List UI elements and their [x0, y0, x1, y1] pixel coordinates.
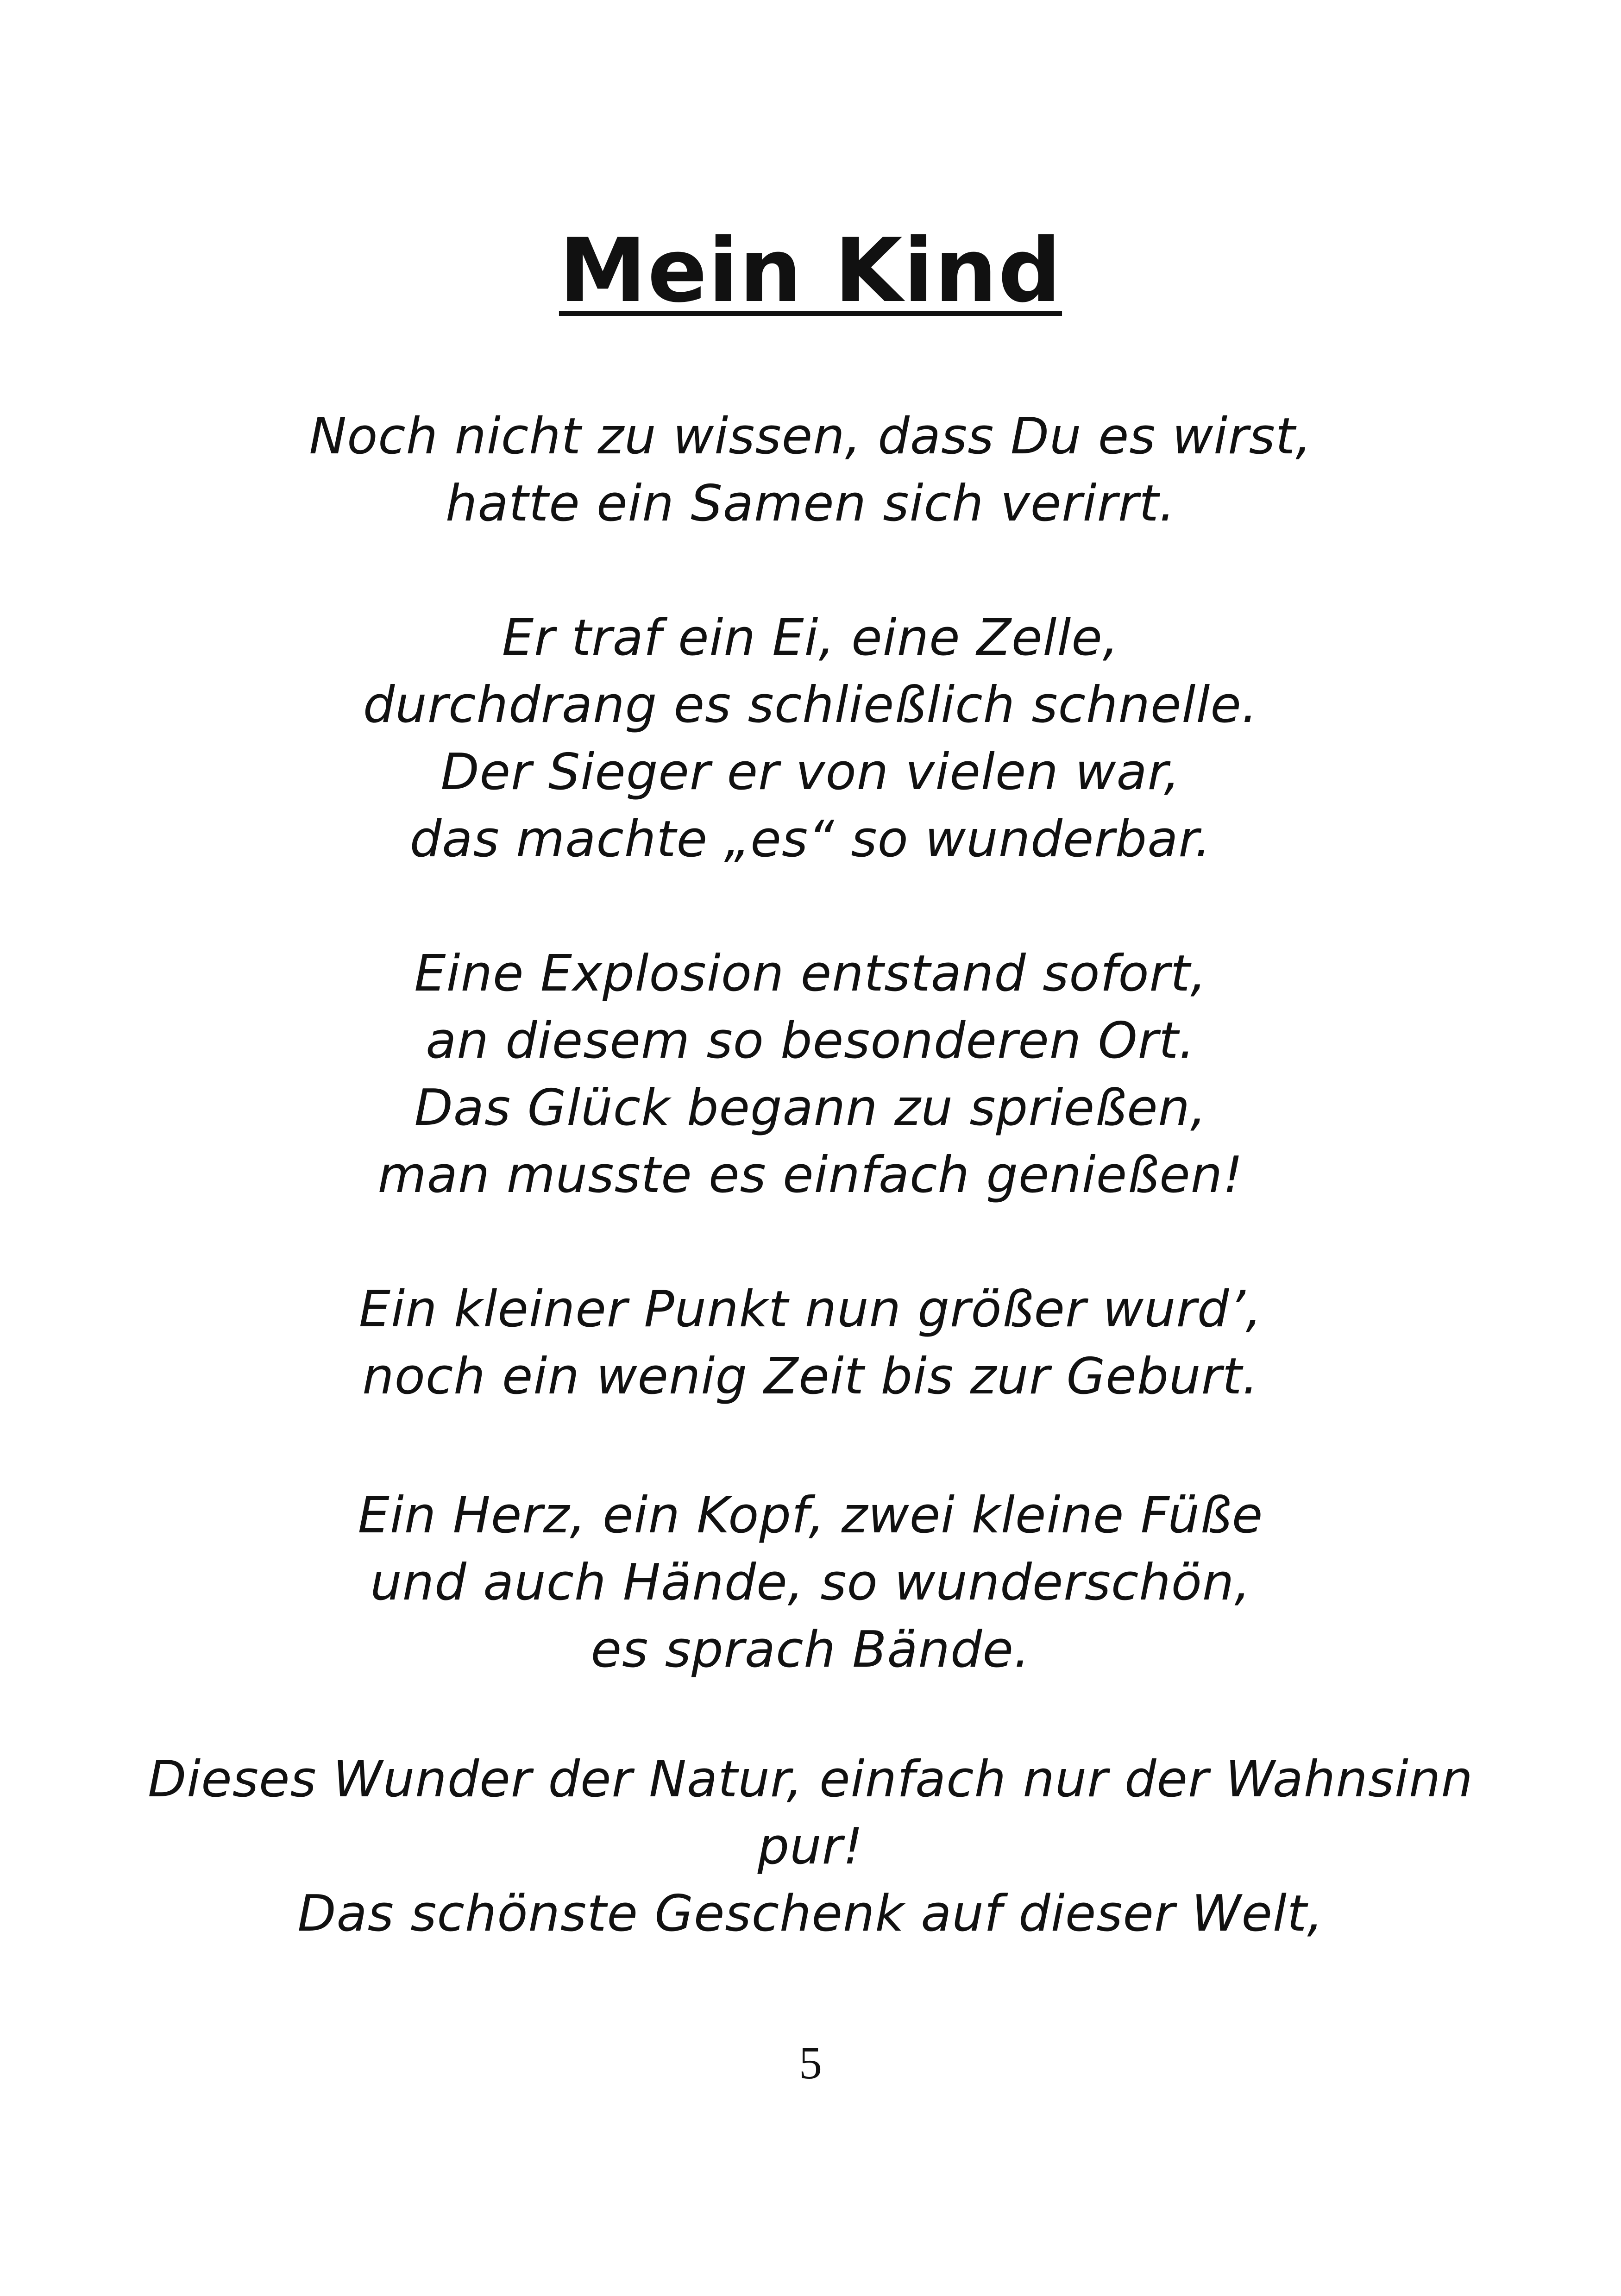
poem-line: hatte ein Samen sich verirrt. [445, 475, 1176, 533]
stanza-1 [0, 403, 1621, 537]
stanza-4 [0, 1276, 1621, 1410]
poem-line: Das Glück begann zu sprießen, [414, 1079, 1207, 1137]
poem-line: Ein Herz, ein Kopf, zwei kleine Füße [358, 1487, 1263, 1544]
poem-line: noch ein wenig Zeit bis zur Geburt. [362, 1348, 1259, 1405]
poem-line: und auch Hände, so wunderschön, [370, 1554, 1251, 1612]
poem-line: durchdrang es schließlich schnelle. [363, 676, 1258, 734]
poem-title: Mein Kind [559, 220, 1062, 322]
poem-line: Ein kleiner Punkt nun größer wurd’, [358, 1280, 1263, 1338]
poem-line: Der Sieger er von vielen war, [440, 743, 1181, 801]
stanza-2 [0, 604, 1621, 873]
stanza-6 [0, 1746, 1621, 1947]
poem-line: Noch nicht zu wissen, dass Du es wirst, [309, 408, 1312, 465]
poem-line: das machte „es“ so wunderbar. [409, 810, 1212, 868]
poem-line: Das schönste Geschenk auf dieser Welt, [297, 1885, 1324, 1943]
poem-line: an diesem so besonderen Ort. [426, 1012, 1195, 1070]
poem-line: Er traf ein Ei, eine Zelle, [502, 609, 1119, 667]
poem-line: Eine Explosion entstand sofort, [414, 945, 1207, 1003]
poem-line: pur! [757, 1818, 864, 1876]
stanza-3 [0, 940, 1621, 1209]
page-number: 5 [799, 2037, 822, 2089]
poem-line: Dieses Wunder der Natur, einfach nur der Wahnsinn [148, 1750, 1473, 1808]
poem-line: es sprach Bände. [591, 1621, 1030, 1679]
poem-line: man musste es einfach genießen! [377, 1146, 1244, 1204]
stanza-5 [0, 1482, 1621, 1683]
